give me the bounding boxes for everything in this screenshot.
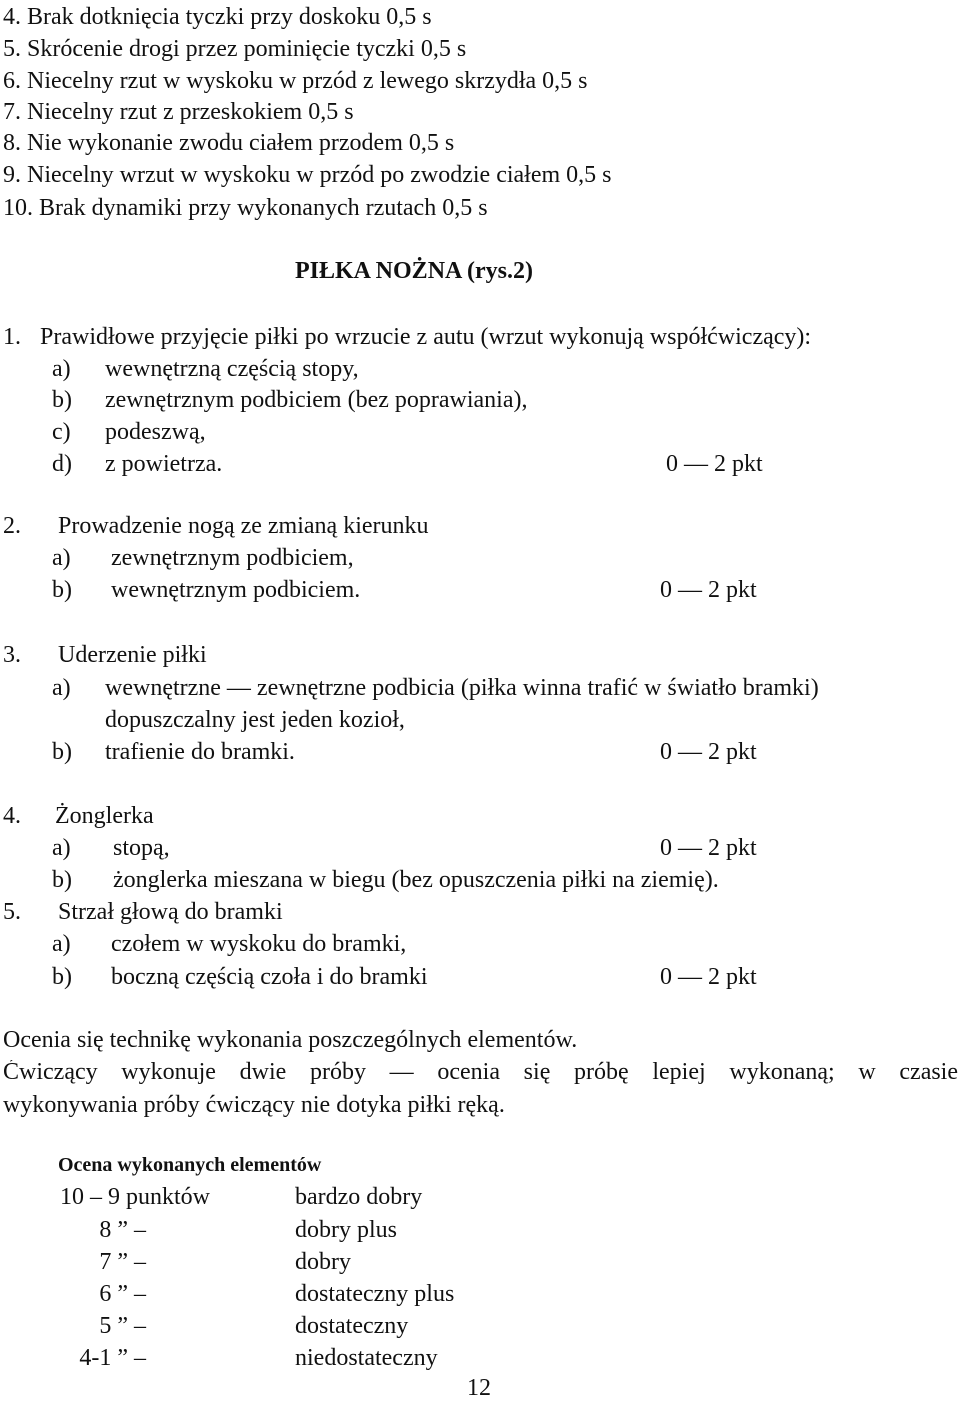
sub-text: boczną częścią czoła i do bramki <box>111 964 428 990</box>
grading-grade: dobry <box>295 1249 351 1275</box>
grading-points: 5 ” – <box>99 1313 146 1339</box>
list-item: 6. Niecelny rzut w wyskoku w przód z lewego skrzydła 0,5 s <box>3 68 588 94</box>
section-title: PIŁKA NOŻNA (rys.2) <box>295 258 534 284</box>
grading-grade: dostateczny <box>295 1313 409 1339</box>
sub-letter: a) <box>52 835 71 861</box>
paragraph: Ocenia się technikę wykonania poszczególnych elementów. <box>3 1027 578 1053</box>
item-title: Żonglerka <box>55 803 154 829</box>
list-item: 9. Niecelny wrzut w wyskoku w przód po zwodzie ciałem 0,5 s <box>3 162 612 188</box>
sub-letter: c) <box>52 419 71 445</box>
item-number: 2. <box>3 513 21 539</box>
score: 0 — 2 pkt <box>660 577 757 603</box>
sub-text: czołem w wyskoku do bramki, <box>111 931 407 957</box>
item-number: 4. <box>3 803 21 829</box>
grading-grade: dostateczny plus <box>295 1281 455 1307</box>
sub-text: zewnętrznym podbiciem (bez poprawiania), <box>105 387 528 413</box>
sub-text: dopuszczalny jest jeden kozioł, <box>105 707 405 733</box>
sub-letter: b) <box>52 387 72 413</box>
paragraph: wykonywania próby ćwiczący nie dotyka piłki ręką. <box>3 1092 505 1118</box>
list-item: 10. Brak dynamiki przy wykonanych rzutach 0,5 s <box>3 195 488 221</box>
list-item: 5. Skrócenie drogi przez pominięcie tyczki 0,5 s <box>3 36 467 62</box>
sub-text: stopą, <box>113 835 170 861</box>
grading-points: 6 ” – <box>99 1281 146 1307</box>
grading-points: 4-1 ” – <box>79 1345 146 1371</box>
list-item: 7. Niecelny rzut z przeskokiem 0,5 s <box>3 99 354 125</box>
sub-text: wewnętrznym podbiciem. <box>111 577 361 603</box>
grading-grade: bardzo dobry <box>295 1184 423 1210</box>
item-number: 3. <box>3 642 21 668</box>
grading-points: 7 ” – <box>99 1249 146 1275</box>
sub-letter: b) <box>52 577 72 603</box>
item-title: Prowadzenie nogą ze zmianą kierunku <box>58 513 429 539</box>
page-number: 12 <box>467 1375 491 1401</box>
sub-text: z powietrza. <box>105 451 223 477</box>
score: 0 — 2 pkt <box>660 739 757 765</box>
grading-points: 10 – 9 punktów <box>60 1184 210 1210</box>
sub-letter: d) <box>52 451 72 477</box>
score: 0 — 2 pkt <box>660 964 757 990</box>
sub-text: trafienie do bramki. <box>105 739 295 765</box>
sub-letter: b) <box>52 739 72 765</box>
grading-grade: niedostateczny <box>295 1345 438 1371</box>
sub-letter: a) <box>52 931 71 957</box>
item-title: Prawidłowe przyjęcie piłki po wrzucie z autu (wrzut wykonują współćwiczący): <box>40 324 812 350</box>
sub-text: zewnętrznym podbiciem, <box>111 545 354 571</box>
sub-text: wewnętrzną częścią stopy, <box>105 356 359 382</box>
paragraph-justified: Ćwiczący wykonuje dwie próby — ocenia się próbę lepiej wykonaną; w czasie <box>3 1060 958 1085</box>
sub-letter: a) <box>52 545 71 571</box>
sub-letter: a) <box>52 356 71 382</box>
sub-text: podeszwą, <box>105 419 206 445</box>
sub-text: żonglerka mieszana w biegu (bez opuszczenia piłki na ziemię). <box>113 867 719 893</box>
grading-points: 8 ” – <box>99 1217 146 1243</box>
list-item: 4. Brak dotknięcia tyczki przy doskoku 0,5 s <box>3 4 432 30</box>
item-title: Strzał głową do bramki <box>58 899 283 925</box>
sub-letter: b) <box>52 867 72 893</box>
item-number: 5. <box>3 899 21 925</box>
sub-letter: b) <box>52 964 72 990</box>
score: 0 — 2 pkt <box>660 835 757 861</box>
sub-text: wewnętrzne — zewnętrzne podbicia (piłka winna trafić w światło bramki) <box>105 675 819 701</box>
grading-grade: dobry plus <box>295 1217 397 1243</box>
item-title: Uderzenie piłki <box>58 642 207 668</box>
score: 0 — 2 pkt <box>666 451 763 477</box>
list-item: 8. Nie wykonanie zwodu ciałem przodem 0,5 s <box>3 130 455 156</box>
sub-letter: a) <box>52 675 71 701</box>
grading-title: Ocena wykonanych elementów <box>58 1154 322 1176</box>
item-number: 1. <box>3 324 21 350</box>
